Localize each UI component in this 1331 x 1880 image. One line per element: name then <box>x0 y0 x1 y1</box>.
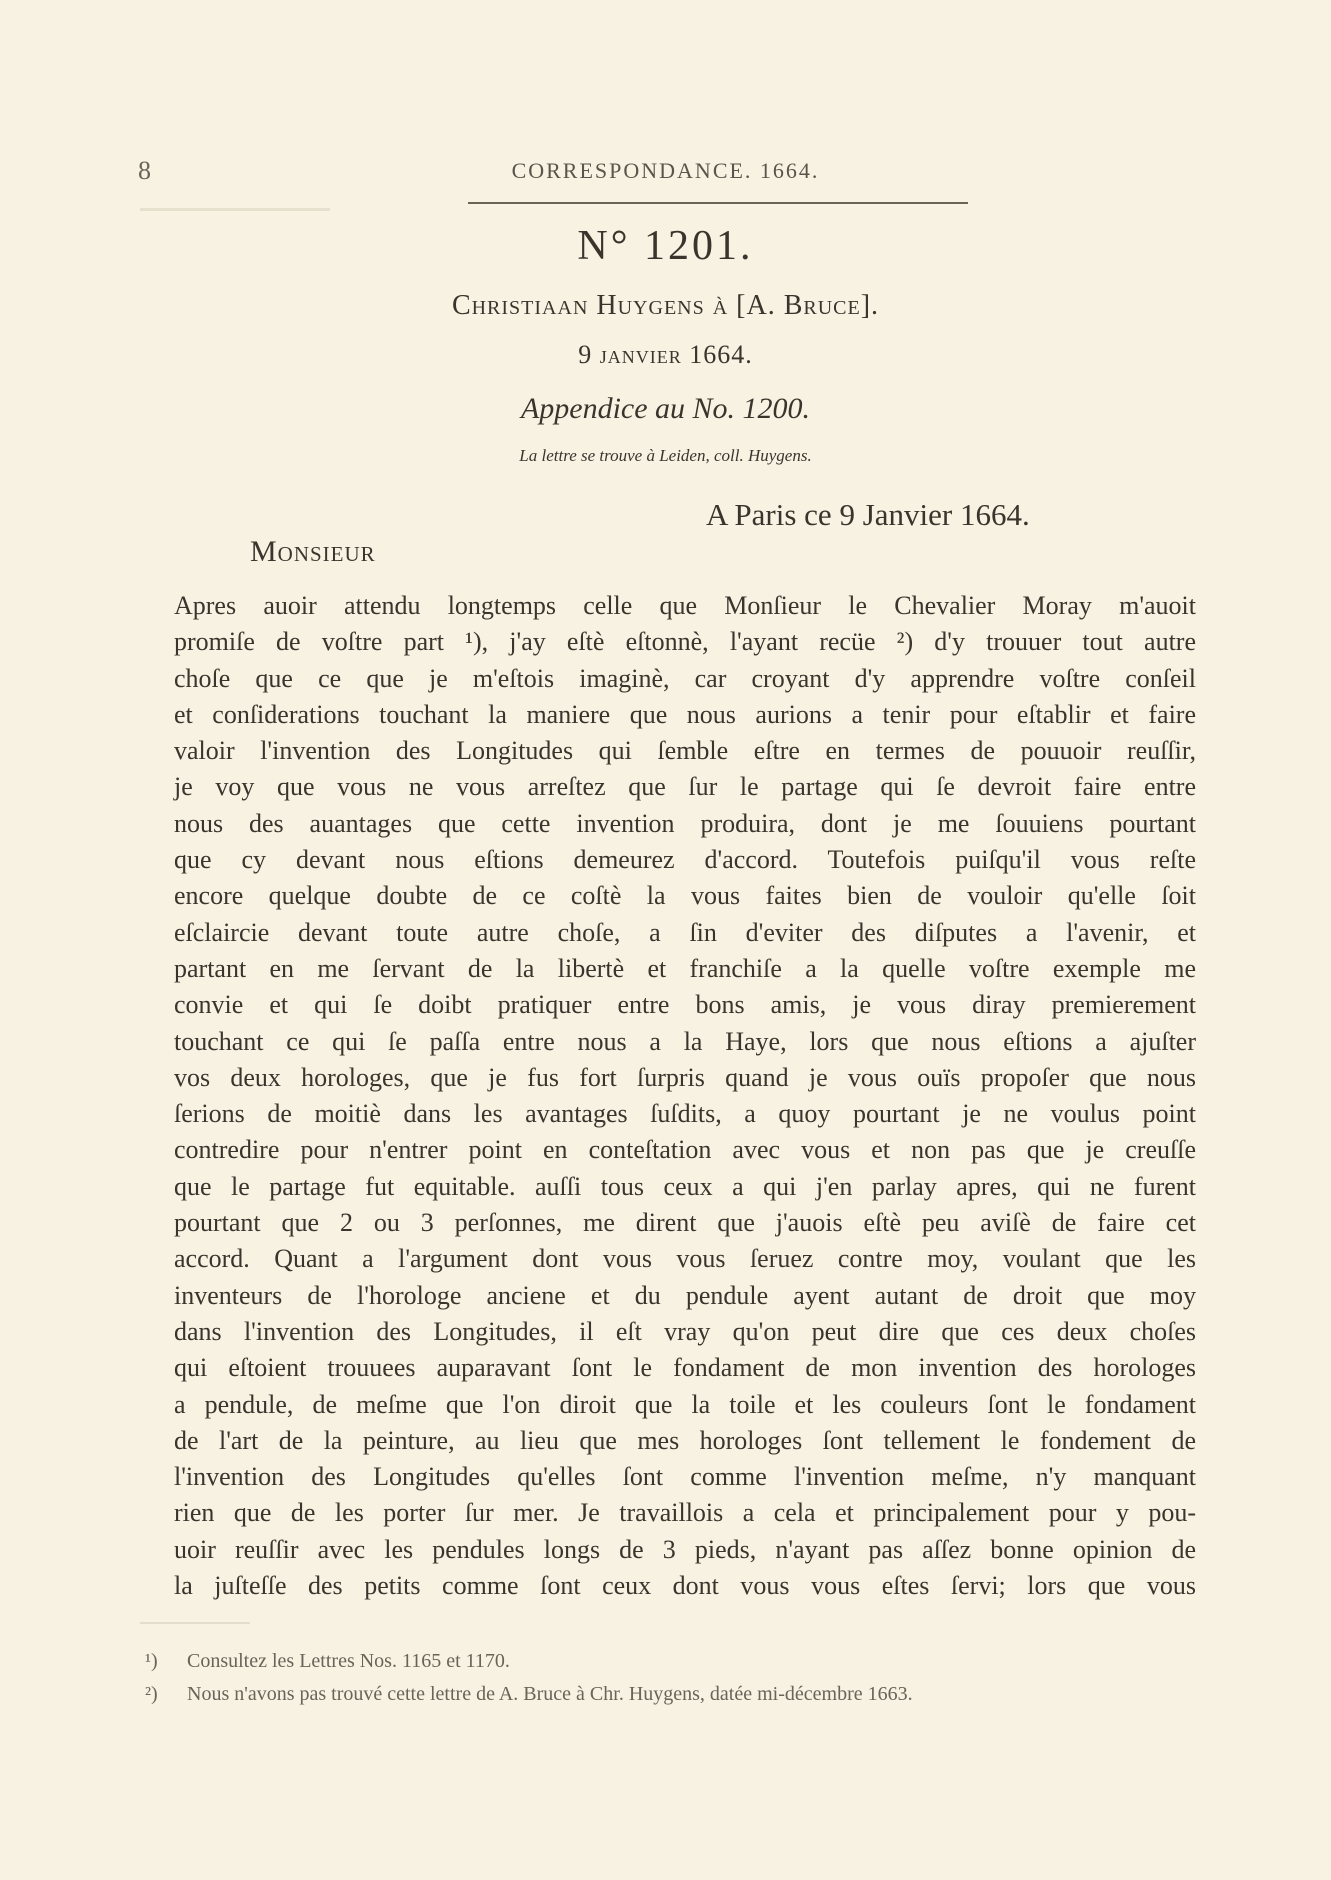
line-text: dans l'invention des Longitudes, il eſt vray qu'on peut dire que ces deux choſes <box>174 1316 1196 1346</box>
footnote-text: Nous n'avons pas trouvé cette lettre de A. Bruce à Chr. Huygens, datée mi-décembre 1663. <box>187 1683 913 1705</box>
line-text: Apres auoir attendu longtemps celle que Monſieur le Chevalier Moray m'auoit <box>174 591 1196 620</box>
footnote-text: Consultez les Lettres Nos. 1165 et 1170. <box>187 1650 510 1672</box>
line-text: convie et qui ſe doibt pratiquer entre bons amis, je vous diray premierement <box>174 990 1196 1020</box>
body-line <box>174 1024 1196 1060</box>
line-text: que cy devant nous eſtions demeurez d'accord. Toutefois puiſqu'il vous reſte <box>174 845 1196 875</box>
body-line <box>174 733 1196 769</box>
line-text: encore quelque doubte de ce coſtè la vous faites bien de vouloir qu'elle ſoit <box>174 881 1196 911</box>
line-text: vos deux horologes, que je fus fort ſurpris quand je vous ouïs propoſer que nous <box>174 1062 1196 1092</box>
line-text: pourtant que 2 ou 3 perſonnes, me dirent que j'auois eſtè peu aviſè de faire cet <box>174 1208 1196 1238</box>
letter-body <box>174 588 1196 1604</box>
line-text: partant en me ſervant de la libertè et franchiſe a la quelle voſtre exemple me <box>174 953 1196 983</box>
salutation: Monsieur <box>250 535 376 568</box>
body-line <box>174 624 1196 660</box>
location-note: La lettre se trouve à Leiden, coll. Huygens. <box>519 446 812 465</box>
footnote-rule <box>140 1622 250 1624</box>
body-line <box>174 1205 1196 1241</box>
show-through-mark <box>140 208 330 211</box>
running-head: CORRESPONDANCE. 1664. <box>511 158 820 183</box>
body-line <box>174 661 1196 697</box>
body-line <box>174 1387 1196 1423</box>
line-text: l'invention des Longitudes qu'elles ſont comme l'invention meſme, n'y manquant <box>174 1462 1196 1492</box>
body-line <box>174 1241 1196 1277</box>
line-text: contredire pour n'entrer point en conteſtation avec vous et non pas que je creuſſe <box>174 1135 1196 1165</box>
line-text: que le partage fut equitable. auſſi tous ceux a qui j'en parlay apres, qui ne furent <box>174 1171 1196 1201</box>
line-text: accord. Quant a l'argument dont vous vous ſeruez contre moy, voulant que les <box>174 1244 1196 1274</box>
line-text: ſerions de moitiè dans les avantages ſuſdits, a quoy pourtant je ne voulus point <box>174 1099 1196 1129</box>
body-line <box>174 769 1196 805</box>
body-line <box>174 1423 1196 1459</box>
body-line <box>174 1459 1196 1495</box>
line-text: de l'art de la peinture, au lieu que mes horologes ſont tellement le fondement de <box>174 1425 1196 1455</box>
footnote-mark: ²) <box>145 1683 158 1705</box>
body-line <box>174 842 1196 878</box>
body-line <box>174 1060 1196 1096</box>
body-line <box>174 1568 1196 1604</box>
line-text: a pendule, de meſme que l'on diroit que la toile et les couleurs ſont le fondament <box>174 1389 1196 1419</box>
line-text: eſclaircie devant toute autre choſe, a ſin d'eviter des diſputes a l'avenir, et <box>174 917 1196 947</box>
line-text: inventeurs de l'horologe anciene et du pendule ayent autant de droit que moy <box>174 1280 1196 1310</box>
body-line <box>174 987 1196 1023</box>
line-text: rien que de les porter ſur mer. Je travaillois a cela et principalement pour y pou- <box>174 1498 1196 1528</box>
body-line <box>174 1314 1196 1350</box>
body-line <box>174 1096 1196 1132</box>
body-line <box>174 1278 1196 1314</box>
body-line <box>174 1532 1196 1568</box>
body-line <box>174 697 1196 733</box>
body-line <box>174 878 1196 914</box>
body-line <box>174 951 1196 987</box>
line-text: qui eſtoient trouuees auparavant ſont le fondament de mon invention des horologes <box>174 1353 1196 1383</box>
letter-date: 9 janvier 1664. <box>578 340 753 369</box>
body-line <box>174 1169 1196 1205</box>
line-text: la juſteſſe des petits comme ſont ceux dont vous vous eſtes ſervi; lors que vous <box>174 1571 1196 1601</box>
line-text: promiſe de voſtre part ¹), j'ay eſtè eſtonnè, l'ayant recüe ²) d'y trouuer tout autre <box>174 627 1196 657</box>
footnote-2 <box>145 1681 913 1707</box>
page-number: 8 <box>138 156 151 185</box>
line-text: uoir reuſſir avec les pendules longs de 3 pieds, n'ayant pas aſſez bonne opinion de <box>174 1534 1196 1564</box>
header-rule <box>468 202 968 204</box>
place-date: A Paris ce 9 Janvier 1664. <box>706 497 1030 532</box>
line-text: et conſiderations touchant la maniere que nous aurions a tenir pour eſtablir et faire <box>174 699 1196 729</box>
line-text: nous des auantages que cette invention produira, dont je me ſouuiens pourtant <box>174 808 1196 838</box>
body-line <box>174 1132 1196 1168</box>
line-text: je voy que vous ne vous arreſtez que ſur le partage qui ſe devroit faire entre <box>174 772 1196 802</box>
line-text: choſe que ce que je m'eſtois imaginè, car croyant d'y apprendre voſtre conſeil <box>174 663 1196 693</box>
body-line <box>174 915 1196 951</box>
body-line <box>174 806 1196 842</box>
footnote-1 <box>145 1648 510 1674</box>
line-text: touchant ce qui ſe paſſa entre nous a la Haye, lors que nous eſtions a ajuſter <box>174 1026 1196 1056</box>
appendix-note: Appendice au No. 1200. <box>520 392 811 425</box>
letter-number: N° 1201. <box>577 223 754 269</box>
line-text: valoir l'invention des Longitudes qui ſemble eſtre en termes de pouuoir reuſſir, <box>174 736 1196 766</box>
body-line <box>174 1350 1196 1386</box>
body-line <box>174 1495 1196 1531</box>
body-line <box>174 588 1196 624</box>
correspondents: Christiaan Huygens à [A. Bruce]. <box>451 290 880 321</box>
footnote-mark: ¹) <box>145 1650 158 1672</box>
